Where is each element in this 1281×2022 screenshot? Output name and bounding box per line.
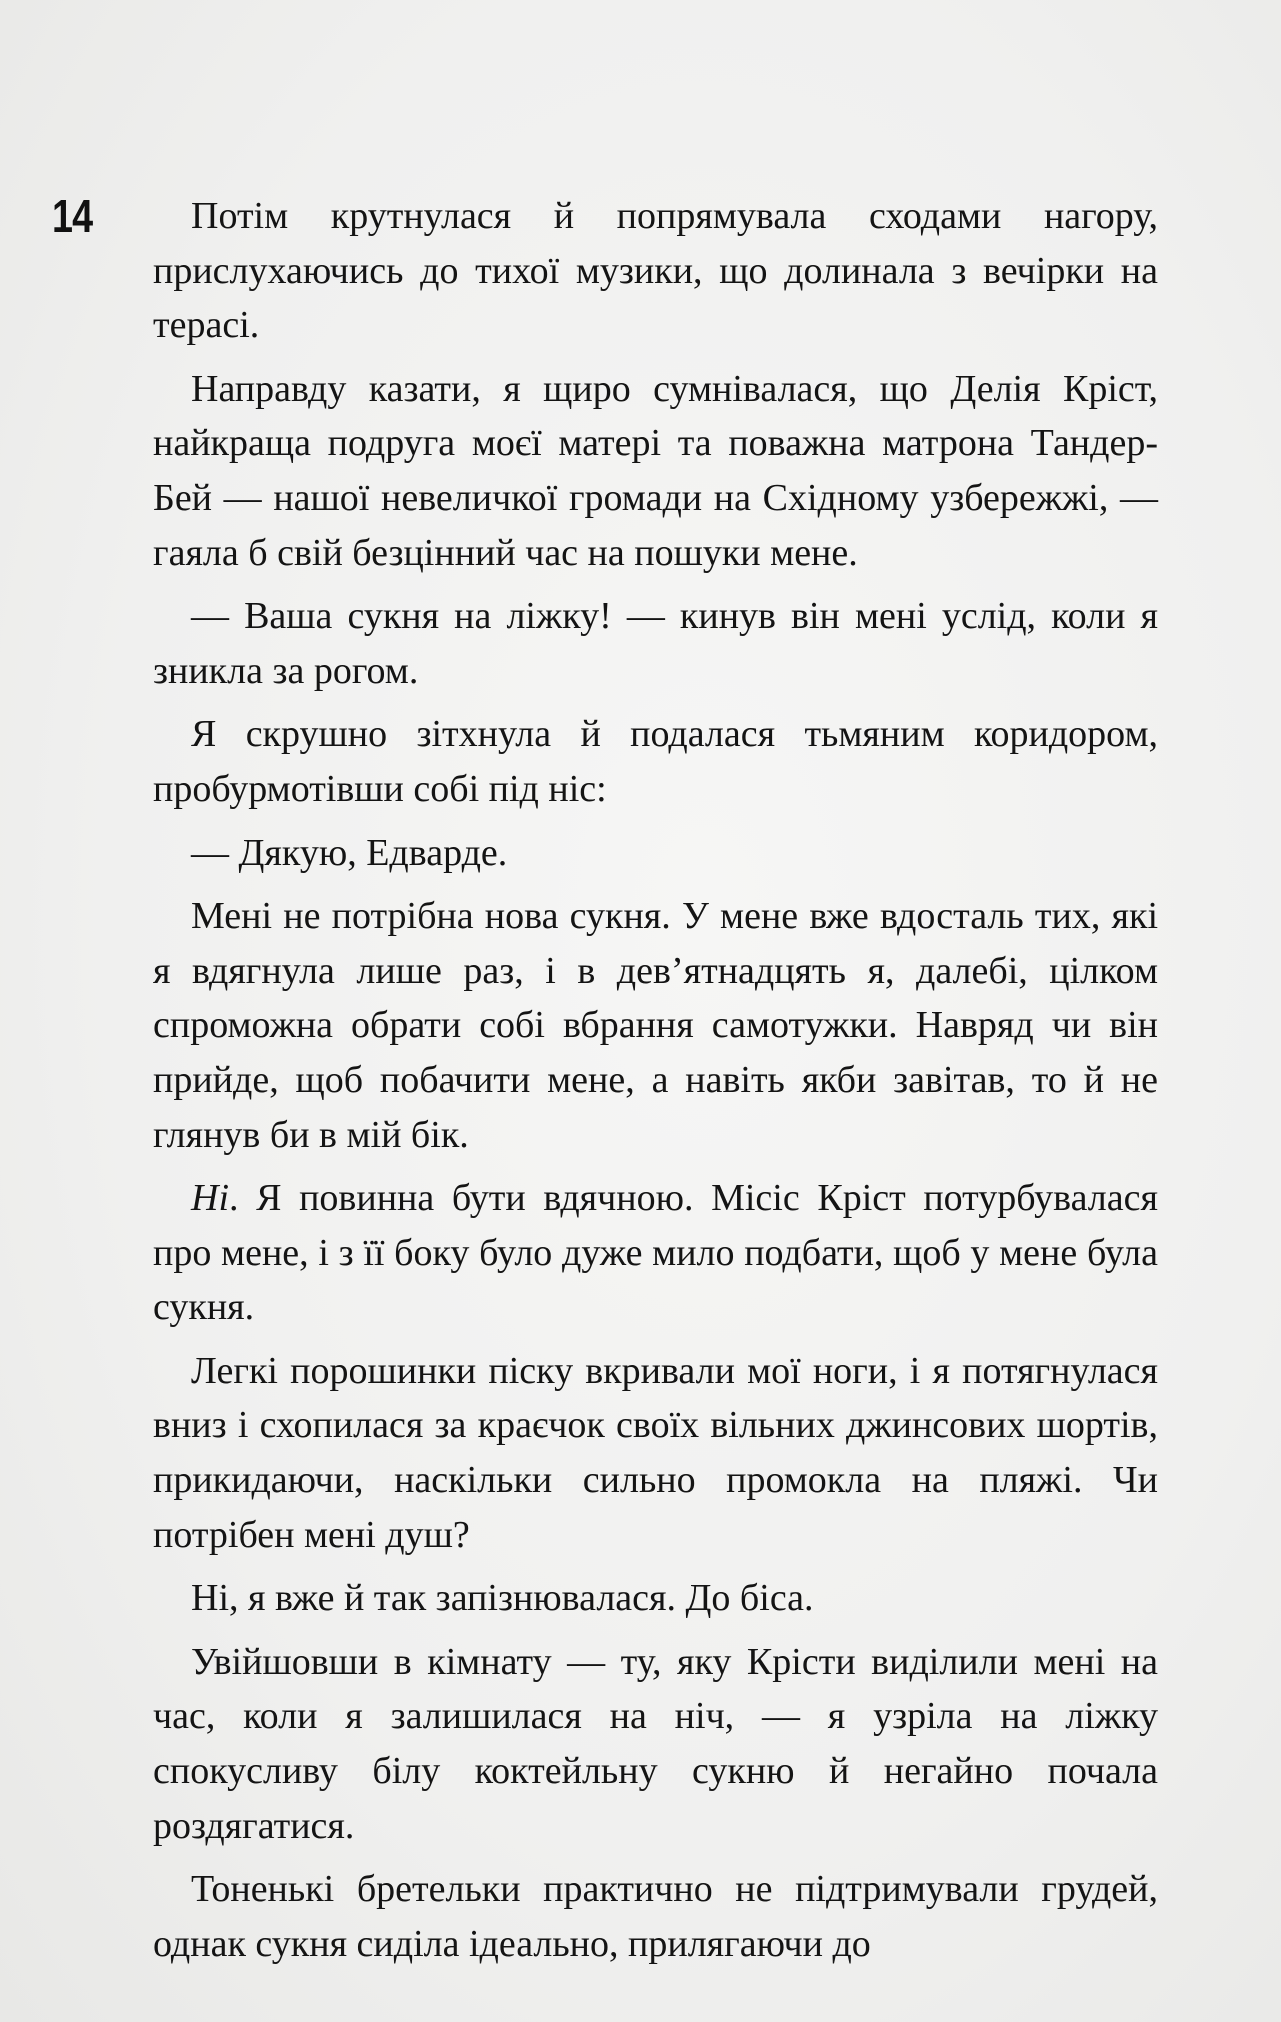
paragraph-italic-start [153,1171,1158,1335]
paragraph: Потім крутнулася й попрямувала сходами нагору, прислухаючись до тихої музики, що долинала з вечірки на терасі. [153,195,1158,347]
paragraph: Я скрушно зітхнула й подалася тьмяним коридором, пробурмотівши собі під ніс: [153,713,1158,810]
paragraph: Увійшовши в кімнату — ту, яку Крісти виділили мені на час, коли я залишилася на ніч, — я узріла на ліжку спокусливу білу коктейльну сукню й негайно почала роздягатися. [153,1640,1158,1847]
paragraph: Направду казати, я щиро сумнівалася, що Делія Кріст, найкраща подруга моєї матері та поважна матрона Тандер-Бей — нашої невеличкої громади на Східному узбережжі, — гаяла б свій безцінний час на пошуки мене. [153,367,1158,574]
paragraph-rest: . Я повинна бути вдячною. Місіс Кріст потурбувалася про мене, і з її боку було дуже мило подбати, щоб у мене була сукня. [153,1177,1158,1329]
paragraph: Легкі порошинки піску вкривали мої ноги, і я потягнулася вниз і схопилася за краєчок своїх вільних джинсових шортів, прикидаючи, наскільки сильно промокла на пляжі. Чи потрібен мені душ? [153,1349,1158,1556]
paragraph: Тоненькі бретельки практично не підтримували грудей, однак сукня сиділа ідеально, прилягаючи до [153,1868,1158,1965]
page-number: 14 [52,190,93,242]
paragraph: Ні, я вже й так запізнювалася. До біса. [191,1577,814,1620]
body-text [153,189,1158,1971]
italic-word: Ні [191,1177,229,1220]
paragraph: Мені не потрібна нова сукня. У мене вже вдосталь тих, які я вдягнула лише раз, і в дев’ятнадцять я, далебі, цілком спроможна обрати собі вбрання самотужки. Навряд чи він прийде, щоб побачити мене, а навіть якби завітав, то й не глянув би в мій бік. [153,895,1158,1156]
paragraph: — Ваша сукня на ліжку! — кинув він мені услід, коли я зникла за рогом. [153,595,1158,692]
paragraph: — Дякую, Едварде. [191,831,508,874]
